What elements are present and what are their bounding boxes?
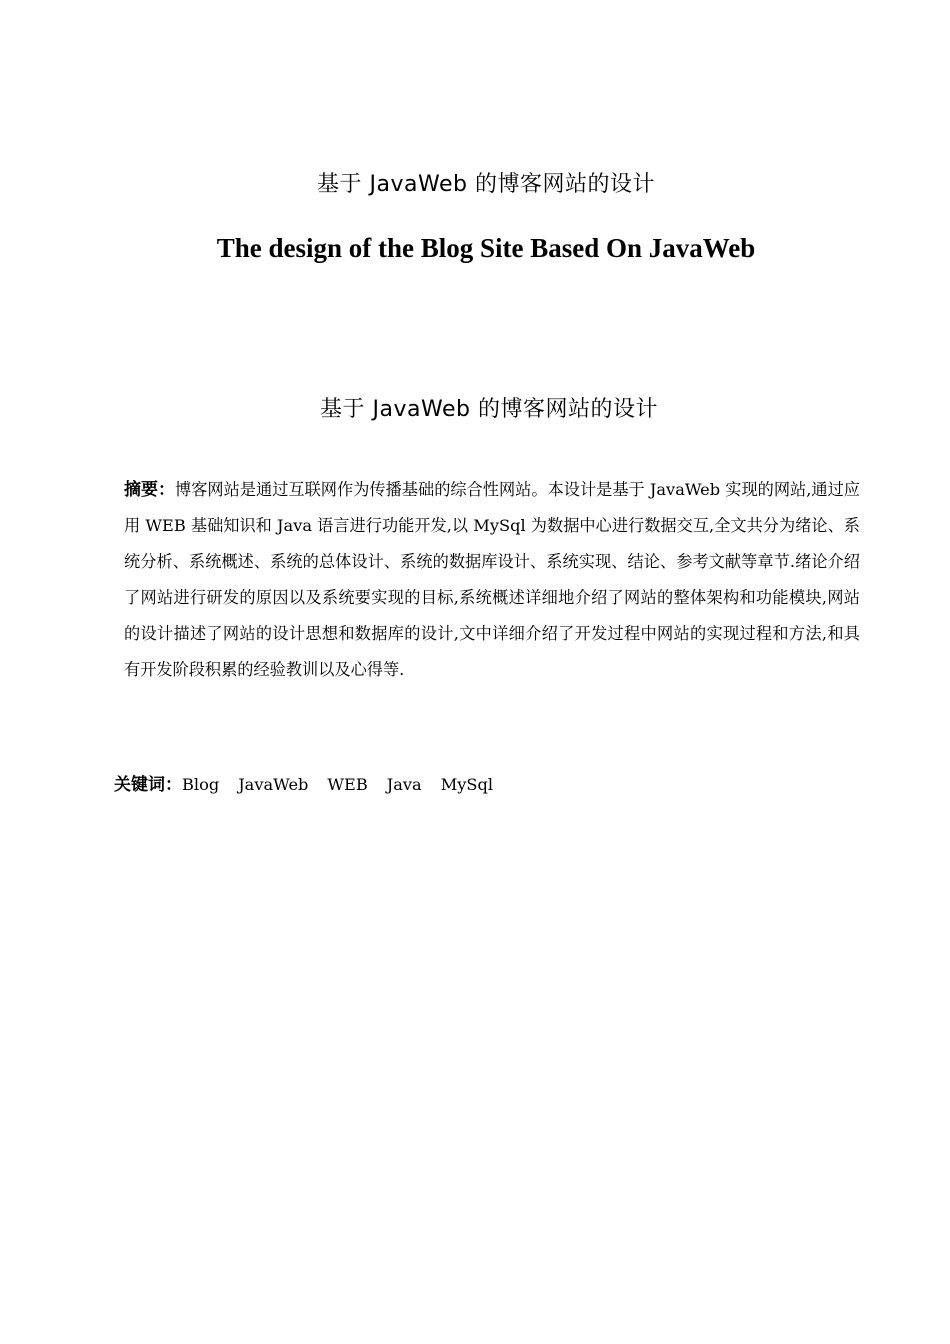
chinese-title: 基于 JavaWeb 的博客网站的设计 [317,172,655,197]
keyword-item: MySql [440,775,494,794]
keywords-label: 关键词： [114,775,182,795]
abstract-label: 摘要： [124,480,176,500]
keyword-item: Blog [182,775,220,794]
chinese-title-repeat: 基于 JavaWeb 的博客网站的设计 [320,397,658,422]
keyword-item: WEB [327,775,368,794]
keywords-line [114,770,854,800]
english-title: The design of the Blog Site Based On JavaWeb [216,233,756,263]
keyword-item: JavaWeb [238,775,309,794]
abstract-paragraph [124,472,860,688]
keyword-item: Java [386,775,422,794]
abstract-text: 博客网站是通过互联网作为传播基础的综合性网站。本设计是基于 JavaWeb 实现的网站,通过应用 WEB 基础知识和 Java 语言进行功能开发,以 MySql 为数据中心进行数据交互,全文共分为绪论、系统分析、系统概述、系统的总体设计、系统的数据库设计、系统实现、结论、参考文献等章节.绪论介绍了网站进行研发的原因以及系统要实现的目标,系统概述详细地介绍了网站的整体架构和功能模块,网站的设计描述了网站的设计思想和数据库的设计,文中详细介绍了开发过程中网站的实现过程和方法,和具有开发阶段积累的经验教训以及心得等. [124,480,860,679]
